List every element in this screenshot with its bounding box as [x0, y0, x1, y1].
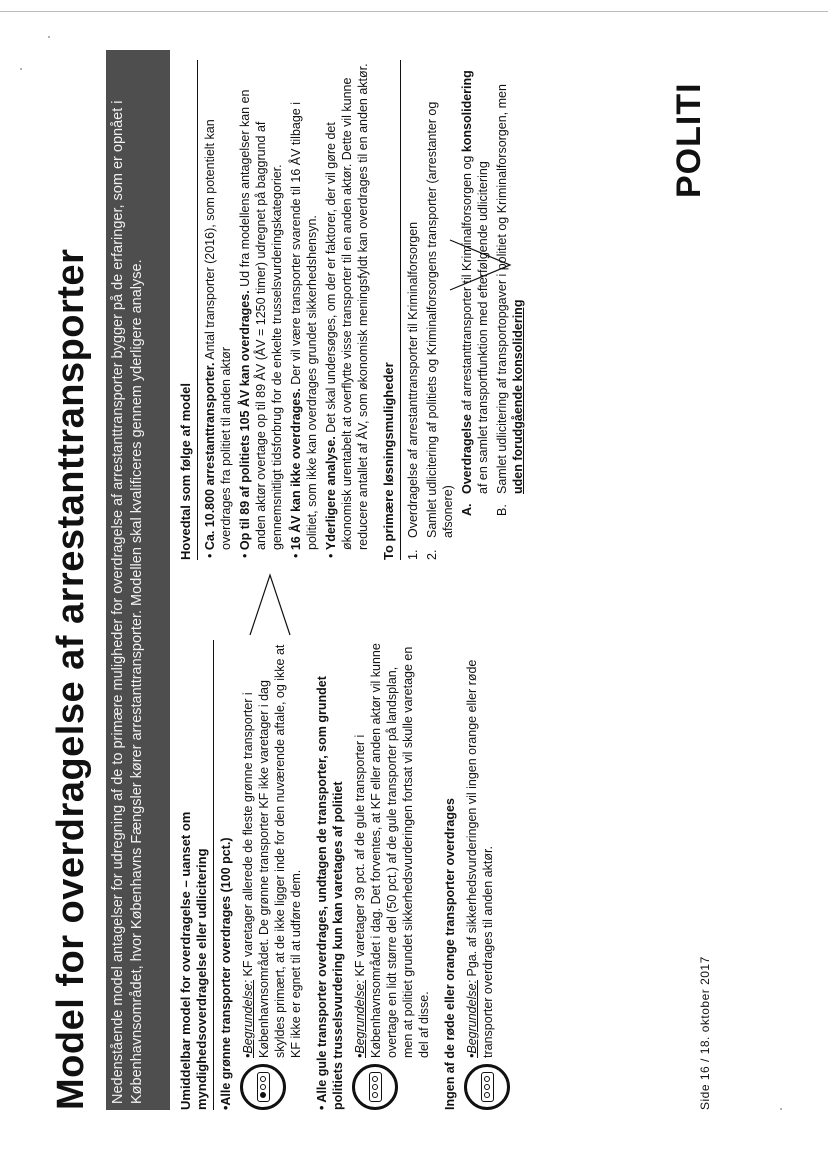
- rotated-slide: [50, 40, 730, 1130]
- key-figures-column: [178, 60, 526, 560]
- key-figure-item: • Ca. 10.800 arrestanttransporter. Antal transporter (2016), som potentielt kan overdrages fra politiet til anden aktør: [203, 119, 233, 558]
- traffic-light-red-icon: [464, 1064, 510, 1110]
- traffic-light-yellow-icon: [352, 1064, 398, 1110]
- key-figures-list: [202, 60, 371, 560]
- model-column: [178, 640, 510, 1110]
- options-heading: To primære løsningsmuligheder: [381, 60, 401, 560]
- model-heading: Umiddelbar model for overdragelse – uanset om myndighedsoverdragelse eller udlicitering: [178, 640, 214, 1110]
- scan-speck: [20, 68, 22, 70]
- red-reason: •Begrundelse: Pga. af sikkerhedsvurderingen vil ingen orange eller røde transporter overdrages til anden aktør.: [465, 659, 495, 1058]
- key-figure-item: • Yderligere analyse. Det skal undersøges, om der er faktorer, der vil gøre det økonomisk urentabelt at overflytte visse transporter til en anden aktør. Dette vil kunne reducere antallet af ÅV, som økonomisk meningsfyldt kan overdrages til en anden aktør.: [324, 63, 370, 558]
- slide-title: Model for overdragelse af arrestanttransporter: [50, 248, 92, 1110]
- green-reason: •Begrundelse: KF varetager allerede de fleste grønne transporter i Københavnsområdet. De grønne transporter KF ikke varetager i dag skyldes primært, at de ikke ligger inde for den nuværende aftale, og ikke at KF ikke er egnet til at udføre dem.: [241, 644, 303, 1058]
- arrow-right-icon: [200, 565, 340, 635]
- scan-speck: [780, 1108, 782, 1110]
- intro-box: Nedenstående model antagelser for udregning af de to primære muligheder for overdragelse af arrestanttransporter bygger på de erfaringer, som er opnået i Københavnsområdet, hvor Københavns Fængsler kører arrestanttransporter. Modellen skal kvalificeres gennem yderligere analyse.: [106, 50, 170, 1110]
- red-row: [464, 640, 510, 1110]
- option-item: 1. Overdragelse af arrestanttransporter til Kriminalforsorgen: [406, 221, 420, 560]
- yellow-reason: •Begrundelse: KF varetager 39 pct. af de gule transporter i Københavnsområdet i dag. Det forventes, at KF eller anden aktør vil kunne overtage en lidt større del (50 pct.) af de gule transporter på landsplan, men at politiet grundet sikkerhedsvurderingen fortsat vil skulle varetage en del af disse.: [353, 643, 431, 1058]
- key-figure-item: • 16 ÅV kan ikke overdrages. Der vil være transporter svarende til 16 ÅV tilbage i politiet, som ikke kan overdrages grundet sikkerhedshensyn.: [289, 101, 319, 558]
- green-row: [240, 640, 304, 1110]
- red-head: Ingen af de røde eller orange transporter overdrages: [443, 798, 457, 1110]
- yellow-row: [352, 640, 432, 1110]
- option-item: 2. Samlet udlicitering af politiets og Kriminalforsorgens transporter (arrestanter og afsonere): [425, 101, 455, 560]
- green-head: •Alle grønne transporter overdrages (100 pct.): [219, 837, 233, 1110]
- options-list: [405, 60, 456, 560]
- traffic-light-green-icon: [240, 1064, 286, 1110]
- page-top-line: [0, 11, 828, 12]
- politi-logo: POLITI: [670, 82, 708, 198]
- scan-speck: [48, 36, 50, 38]
- sub-option-b: B. Samlet udlicitering af transportopgaver i politiet og Kriminalforsorgen, men uden forudgående konsolidering: [495, 84, 525, 516]
- key-figures-heading: Hovedtal som følge af model: [178, 60, 198, 560]
- page-footer: Side 16 / 18. oktober 2017: [698, 956, 712, 1110]
- key-figure-item: • Op til 89 af politiets 105 ÅV kan overdrages. Ud fra modellens antagelser kan en anden aktør overtage op til 89 ÅV (ÅV = 1250 timer) udregnet på baggrund af gennemsnitligt tidsforbrug for de enkelte trusselsvurderingskategorier.: [238, 89, 284, 558]
- yellow-head: • Alle gule transporter overdrages, undtagen de transporter, som grundet politiets trusselsvurdering kun kan varetages af politiet: [315, 676, 345, 1110]
- sub-option-a: A. Overdragelse af arrestanttransporter til Kriminalforsorgen og konsolidering af en samlet transportfunktion med efterfølgende udlicitering: [460, 70, 490, 516]
